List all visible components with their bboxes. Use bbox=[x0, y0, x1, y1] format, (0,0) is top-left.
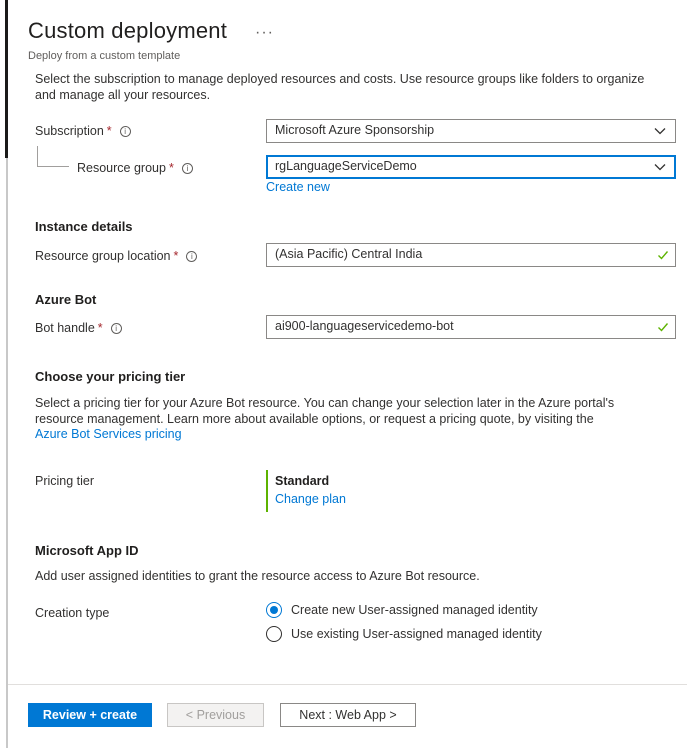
resource-group-dropdown[interactable] bbox=[266, 155, 676, 179]
subscription-value: Microsoft Azure Sponsorship bbox=[275, 123, 435, 137]
intro-text: Select the subscription to manage deployed resources and costs. Use resource groups like folders to organize and manage all your resources. bbox=[35, 72, 645, 102]
info-icon[interactable]: i bbox=[120, 126, 131, 137]
info-icon[interactable]: i bbox=[186, 251, 197, 262]
pricing-link[interactable]: Azure Bot Services pricing bbox=[35, 427, 182, 441]
instance-details-heading: Instance details bbox=[35, 219, 133, 234]
bot-handle-label-text: Bot handle bbox=[35, 321, 95, 335]
checkmark-icon bbox=[657, 249, 669, 261]
pricing-tier-heading: Choose your pricing tier bbox=[35, 369, 186, 384]
footer-divider bbox=[8, 684, 687, 685]
change-plan-link[interactable]: Change plan bbox=[275, 492, 346, 506]
checkmark-icon bbox=[657, 321, 669, 333]
bot-handle-label bbox=[35, 321, 122, 335]
subscription-dropdown[interactable] bbox=[266, 119, 676, 143]
next-button[interactable]: Next : Web App > bbox=[280, 703, 416, 727]
resource-group-value: rgLanguageServiceDemo bbox=[275, 159, 417, 173]
location-dropdown[interactable] bbox=[266, 243, 676, 267]
location-value: (Asia Pacific) Central India bbox=[275, 247, 423, 261]
resource-group-label-text: Resource group bbox=[77, 161, 166, 175]
bot-handle-input[interactable] bbox=[266, 315, 676, 339]
chevron-down-icon bbox=[653, 160, 667, 174]
required-asterisk: * bbox=[173, 249, 179, 263]
radio-button[interactable] bbox=[266, 626, 282, 642]
more-options-icon[interactable]: ··· bbox=[255, 24, 274, 41]
page-title: Custom deployment bbox=[28, 18, 228, 43]
create-new-link[interactable]: Create new bbox=[266, 180, 330, 194]
pricing-tier-label: Pricing tier bbox=[35, 474, 95, 488]
app-id-heading: Microsoft App ID bbox=[35, 543, 139, 558]
pricing-description: Select a pricing tier for your Azure Bot resource. You can change your selection later in the Azure portal's resource management. Learn more about available options, or request a pricing quote, by visiting the bbox=[35, 396, 615, 426]
location-label bbox=[35, 249, 197, 263]
creation-type-label: Creation type bbox=[35, 606, 110, 620]
chevron-down-icon bbox=[653, 124, 667, 138]
radio-button-selected[interactable] bbox=[266, 602, 282, 618]
required-asterisk: * bbox=[168, 161, 174, 175]
resource-group-label bbox=[77, 161, 193, 175]
radio-label: Create new User-assigned managed identity bbox=[291, 603, 538, 617]
info-icon[interactable]: i bbox=[182, 163, 193, 174]
location-label-text: Resource group location bbox=[35, 249, 171, 263]
azure-bot-heading: Azure Bot bbox=[35, 292, 97, 307]
bot-handle-value: ai900-languageservicedemo-bot bbox=[275, 319, 454, 333]
left-edge-scroll-indicator bbox=[5, 0, 8, 158]
pricing-tier-accent bbox=[266, 470, 268, 512]
subscription-label bbox=[35, 124, 131, 138]
review-create-button[interactable]: Review + create bbox=[28, 703, 152, 727]
page-subtitle: Deploy from a custom template bbox=[28, 50, 181, 62]
required-asterisk: * bbox=[97, 321, 103, 335]
required-asterisk: * bbox=[106, 124, 112, 138]
pricing-tier-value: Standard bbox=[275, 474, 330, 488]
tree-connector bbox=[37, 146, 38, 166]
tree-connector bbox=[37, 166, 69, 167]
previous-button[interactable]: < Previous bbox=[167, 703, 264, 727]
subscription-label-text: Subscription bbox=[35, 124, 104, 138]
radio-label: Use existing User-assigned managed identity bbox=[291, 627, 542, 641]
app-id-description: Add user assigned identities to grant the resource access to Azure Bot resource. bbox=[35, 569, 480, 583]
info-icon[interactable]: i bbox=[111, 323, 122, 334]
